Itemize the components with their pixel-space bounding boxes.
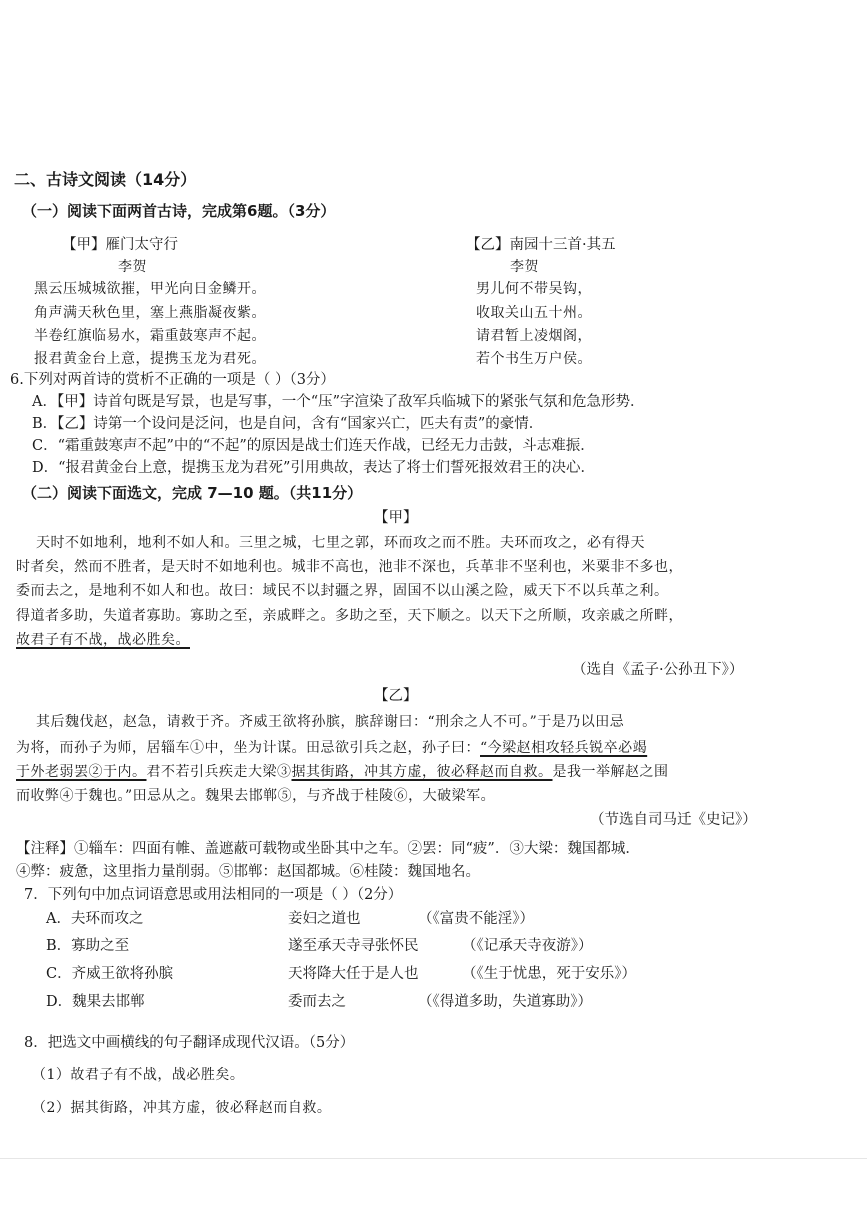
text-b-line2-plain: 为将，而孙子为师，居辎车①中，坐为计谋。田忌欲引兵之赵，孙子曰： xyxy=(16,740,480,756)
note-line: 【注释】①辎车：四面有帷、盖遮蔽可载物或坐卧其中之车。②罢：同“疲”．③大梁：魏国都城． xyxy=(16,841,640,857)
text-a-label: 【甲】 xyxy=(374,510,418,526)
page-divider xyxy=(0,1158,867,1159)
q6-option-d: D．“报君黄金台上意，提携玉龙为君死”引用典故，表达了将士们誓死报效君王的决心． xyxy=(32,460,595,476)
text-b-line3-underlined-1: 于外老弱罢②于内。 xyxy=(16,764,147,780)
text-a-line: 天时不如地利，地利不如人和。三里之城，七里之郭，环而攻之而不胜。夫环而攻之，必有得天 xyxy=(36,535,645,551)
text-a-line: 得道者多助，失道者寡助。寡助之至，亲戚畔之。多助之至，天下顺之。以天下之所顺，攻亲戚之所畔， xyxy=(16,608,683,624)
text-b-line2-underlined: “今梁赵相攻轻兵锐卒必竭 xyxy=(480,740,648,756)
text-b-line: 而收弊④于魏也。”田忌从之。魏果去邯郸⑤，与齐战于桂陵⑥，大破梁军。 xyxy=(16,788,496,804)
q7-row-d-source: （《得道多助，失道寡助》） xyxy=(418,994,592,1010)
text-b-line3-underlined-2: 据其街路，冲其方虚，彼必释赵而自救。 xyxy=(291,764,553,780)
text-a-underlined-sentence: 故君子有不战，战必胜矣。 xyxy=(16,632,190,648)
poem-a-line: 报君黄金台上意，提携玉龙为君死。 xyxy=(34,351,266,367)
text-a-line: 委而去之，是地利不如人和也。故曰：域民不以封疆之界，固国不以山溪之险，威天下不以兵革之利。 xyxy=(16,583,669,599)
poem-b-author: 李贺 xyxy=(510,259,539,275)
q7-row-c-source: （《生于忧患，死于安乐》） xyxy=(462,966,636,982)
note-line: ④弊：疲惫，这里指力量削弱。⑤邯郸：赵国都城。⑥桂陵：魏国地名。 xyxy=(16,864,480,880)
text-b-line xyxy=(16,761,669,781)
poem-a-line: 半卷红旗临易水，霜重鼓寒声不起。 xyxy=(34,328,266,344)
q8-item-2: （2）据其街路，冲其方虚，彼必释赵而自救。 xyxy=(32,1100,332,1116)
poem-b-line: 男儿何不带吴钩， xyxy=(476,281,592,297)
q7-row-d-left: D．魏果去邯郸 xyxy=(46,994,145,1010)
q6-option-a: A．【甲】诗首句既是写景，也是写事，一个“压”字渲染了敌军兵临城下的紧张气氛和危急形势． xyxy=(32,394,645,410)
q7-row-b-mid: 遂至承天寺寻张怀民 xyxy=(288,938,419,954)
poem-b-title: 【乙】南园十三首·其五 xyxy=(466,237,616,253)
section-title: 二、古诗文阅读（14分） xyxy=(14,170,197,189)
q7-row-c-mid: 天将降大任于是人也 xyxy=(288,966,419,982)
poem-b-line: 收取关山五十州。 xyxy=(476,305,592,321)
q6-option-c: C．“霜重鼓寒声不起”中的“不起”的原因是战士们连天作战，已经无力击鼓，斗志难振． xyxy=(32,438,595,454)
q8-item-1: （1）故君子有不战，战必胜矣。 xyxy=(32,1067,245,1083)
poem-a-author: 李贺 xyxy=(118,259,147,275)
poem-a-title: 【甲】雁门太守行 xyxy=(62,237,178,253)
q7-row-c-left: C．齐威王欲将孙膑 xyxy=(46,966,174,982)
poem-a-line: 角声满天秋色里，塞上燕脂凝夜紫。 xyxy=(34,305,266,321)
text-a-source: （选自《孟子·公孙丑下》） xyxy=(572,662,744,678)
q7-row-a-mid: 妾妇之道也 xyxy=(288,911,361,927)
q7-stem: 7．下列句中加点词语意思或用法相同的一项是（ ）（2分） xyxy=(24,887,403,903)
q7-row-b-source: （《记承天寺夜游》） xyxy=(462,938,593,954)
poem-b-line: 若个书生万户侯。 xyxy=(476,351,592,367)
poem-b-line: 请君暂上凌烟阁， xyxy=(476,328,592,344)
text-b-line xyxy=(16,737,647,757)
part1-heading: （一）阅读下面两首古诗，完成第6题。（3分） xyxy=(22,202,336,220)
text-b-label: 【乙】 xyxy=(374,688,418,704)
part2-heading: （二）阅读下面选文，完成 7—10 题。（共11分） xyxy=(22,484,363,502)
q6-option-b: B．【乙】诗第一个设问是泛问，也是自问，含有“国家兴亡，匹夫有责”的豪情． xyxy=(32,416,544,432)
q7-row-a-source: （《富贵不能淫》） xyxy=(418,911,534,927)
q7-row-d-mid: 委而去之 xyxy=(288,994,346,1010)
q7-row-b-left: B．寡助之至 xyxy=(46,938,130,954)
q8-stem: 8．把选文中画横线的句子翻译成现代汉语。（5分） xyxy=(24,1035,355,1051)
poem-a-line: 黑云压城城欲摧，甲光向日金鳞开。 xyxy=(34,281,266,297)
q6-stem: 6.下列对两首诗的赏析不正确的一项是（ ）（3分） xyxy=(10,372,335,388)
q7-row-a-left: A．夫环而攻之 xyxy=(46,911,144,927)
text-a-line: 时者矣，然而不胜者，是天时不如地利也。城非不高也，池非不深也，兵革非不坚利也，米粟非不多也， xyxy=(16,559,683,575)
text-b-line3-tail: 是我一举解赵之围 xyxy=(552,764,669,780)
text-b-line: 其后魏伐赵，赵急，请救于齐。齐威王欲将孙膑，膑辞谢曰：“刑余之人不可。”于是乃以田忌 xyxy=(36,714,625,730)
text-b-source: （节选自司马迁《史记》） xyxy=(590,812,757,828)
text-b-line3-plain: 君不若引兵疾走大梁③ xyxy=(146,764,292,780)
